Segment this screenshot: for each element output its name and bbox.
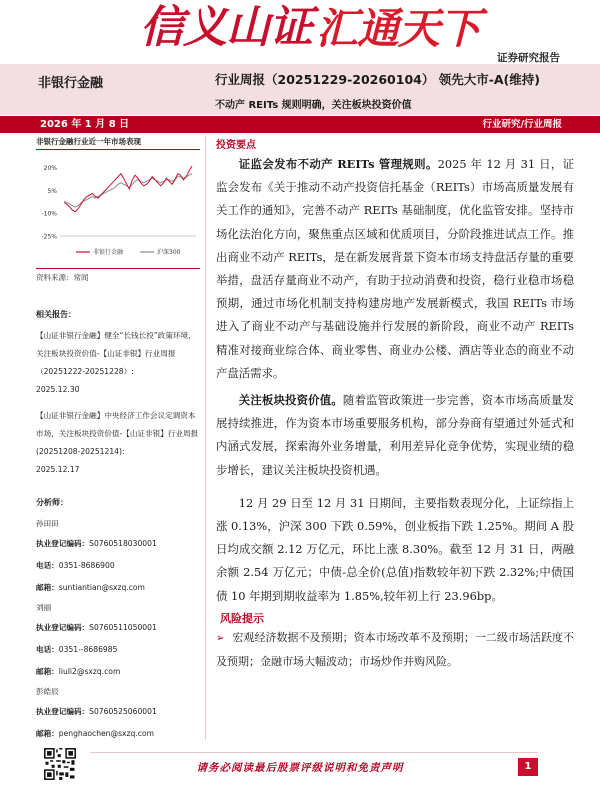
slogan-part-2: 汇通天下 [316, 4, 481, 53]
slogan-part-1: 信义山证 [140, 2, 312, 53]
industry-name: 非银行金融 [38, 76, 104, 91]
analysts-list [36, 515, 200, 745]
report-subtitle: 不动产 REITs 规则明确，关注板块投资价值 [215, 100, 412, 111]
performance-chart-svg [36, 154, 200, 266]
legend-label: 沪深300 [157, 249, 181, 256]
related-report-text[interactable]: 【山证非银行金融】中央经济工作会议定调资本市场，关注板块投资价值-【山证非银】行业周报(20251208-20251214): [36, 411, 199, 456]
analyst-tel: 电话：0351-8686900 [36, 561, 115, 570]
report-date: 2026 年 1 月 8 日 [40, 119, 130, 130]
main-content [216, 136, 574, 673]
analyst-tel: 电话：0351--8686985 [36, 645, 118, 654]
y-tick-label: 20% [43, 165, 57, 173]
analyst-reg: 执业登记编码：S0760511050001 [36, 623, 157, 632]
risk-heading: 风险提示 [220, 611, 264, 625]
related-report[interactable] [36, 327, 200, 399]
analyst-mail: 邮箱：suntiantian@sxzq.com [36, 583, 145, 592]
paragraph-body: 2025 年 12 月 31 日，证监会发布《关于推动不动产投资信托基金（REITs）市场高质量发展有关工作的通知》，完善不动产 REITs 基础制度，优化监管安排。坚持市场化法治化方向，聚焦重点区域和优质项目，分阶段推进试点工作。推出商业不动产 REITs，是在新发展背景下资本市场支持盘活存量的重要举措，盘活存量商业不动产，有助于拉动消费和投资，稳行业稳市场稳预期，通过市场化机制支持构建房地产发展新模式，我国 REITs 市场进入了商业不动产与基础设施并行发展的新阶段，商业不动产 REITs 精准对接商业综合体、商业零售、商业办公楼、酒店等业态的商业不动产盘活需求。 [216, 157, 574, 380]
y-tick-label: -10% [41, 210, 57, 218]
paragraph-value [216, 389, 574, 482]
legend-label: 非银行金融 [93, 249, 124, 256]
analyst-name: 刘丽 [36, 603, 52, 612]
brand-slogan [140, 0, 481, 53]
series-line-沪深300 [64, 174, 192, 207]
related-report-date: 2025.12.30 [36, 385, 80, 394]
performance-chart [36, 154, 200, 266]
risk-text: 宏观经济数据不及预期；资本市场改革不及预期；一二级市场活跃度不及预期；金融市场大幅波动；市场炒作并购风险。 [216, 630, 574, 668]
y-tick-label: -25% [41, 233, 57, 241]
analyst-reg: 执业登记编码：S0760525060001 [36, 707, 157, 716]
related-report-date: 2025.12.17 [36, 465, 80, 474]
paragraph-lead: 关注板块投资价值。 [238, 393, 343, 408]
analyst-mail: 邮箱：liuli2@sxzq.com [36, 667, 121, 676]
related-report-text[interactable]: 【山证非银行金融】健全“长钱长投”政策环境，关注板块投资价值-【山证非银】行业周报（20251222-20251228）: [36, 331, 196, 376]
analysts-heading: 分析师： [36, 498, 68, 507]
page-number: 1 [518, 758, 538, 776]
paragraph-body: 随着监管政策进一步完善，资本市场高质量发展持续推进，作为资本市场重要服务机构，部分券商有望通过外延式和内涵式发展，探索海外业务增量，利用差异化竞争优势，实现业绩的稳步增长，建议关注板块投资机遇。 [216, 393, 574, 477]
analyst-name: 彭皓辰 [36, 687, 59, 696]
paragraph-regulation [216, 153, 574, 385]
paragraph-market: 12 月 29 日至 12 月 31 日期间，主要指数表现分化，上证综指上涨 0.13%，沪深 300 下跌 0.59%，创业板指下跌 1.25%。期间 A 股日均成交额 2.12 万亿元，环比上涨 8.30%。截至 12 月 31 日，两融余额 2.54 万亿元；中债-总全价(总值)指数较年初下跌 2.32%;中债国债 10 年期到期收益率为 1.85%,较年初上行 23.96bp。 [216, 495, 574, 603]
series-line-非银行金融 [64, 166, 192, 212]
analyst-name: 孙田田 [36, 519, 59, 528]
analyst-mail: 邮箱：penghaochen@sxzq.com [36, 729, 154, 738]
related-reports [36, 327, 200, 487]
column-divider [205, 136, 206, 740]
arrow-bullet-icon: ➢ [216, 632, 225, 644]
analyst-reg: 执业登记编码：S0760518030001 [36, 539, 157, 548]
report-title: 行业周报（20251229-20260104） 领先大市-A(维持) [215, 72, 540, 87]
related-report[interactable] [36, 407, 200, 479]
disclaimer[interactable]: 请务必阅读最后股票评级说明和免责声明 [196, 762, 404, 774]
y-tick-label: 5% [47, 187, 57, 195]
chart-source: 资料来源：常闻 [36, 268, 200, 283]
paragraph-lead: 证监会发布不动产 REITs 管理规则。 [238, 157, 438, 171]
related-heading: 相关报告： [36, 310, 76, 319]
footer-divider [90, 752, 538, 753]
chart-title: 非银行金融行业近一年市场表现 [36, 136, 200, 150]
sidebar [36, 136, 200, 283]
risk-item [216, 626, 574, 673]
report-category: 行业研究/行业周报 [482, 119, 562, 130]
report-type-label: 证券研究报告 [497, 52, 560, 64]
invest-heading: 投资要点 [216, 140, 256, 151]
